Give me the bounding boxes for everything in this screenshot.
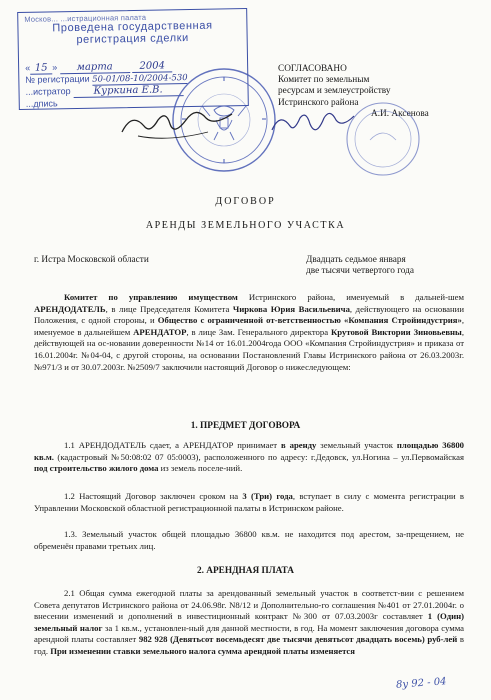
stamp-subtitle: регистрация сделки <box>76 31 189 46</box>
stamp-year: 2004 <box>132 60 172 73</box>
intro-paragraph: Комитет по управлению имуществом Истринского района, именуемый в дальней-шем АРЕНДОДАТЕЛЬ, в лице Председателя Комитета Чиркова Юрия Васильевича, действующего на основании Положения, с одной стороны, и Общество с ограниченной от-ветственностью «Компания Стройиндустрия», именуемое в дальнейшем АРЕНДАТОР, в лице Зам. Генерального директора Крутовой Виктории Зиновьевны, действующей на ос-новании доверенности №14 от 16.01.2004года ООО «Компания Стройиндустрия» и приказа от 16.01.2004г. №04-04, с другой стороны, на основании Постановлений Главы Истринского района от 26.03.2003г. №971/3 и от 30.07.2003г. №2509/7 заключили настоящий Договор о нижеследующем: <box>34 292 465 372</box>
approval-line-3: Истринского района <box>278 97 359 108</box>
section-2-heading: 2. АРЕНДНАЯ ПЛАТА <box>196 566 294 576</box>
approval-line-1: Комитет по земельным <box>278 75 370 86</box>
stamp-date-row: « 15 » марта 2004 <box>25 60 172 75</box>
signature-left-icon <box>118 106 238 146</box>
stamp-registrar-name: Куркина Е.В. <box>73 84 183 98</box>
section-1-heading: 1. ПРЕДМЕТ ДОГОВОРА <box>190 421 301 431</box>
corner-handwritten-note: 8у 92 - 04 <box>395 676 447 691</box>
clause-1-1: 1.1 АРЕНДОДАТЕЛЬ сдает, а АРЕНДАТОР принимает в аренду земельный участок площадью 36800 кв.м. (кадастровый №50:08:02 07 05:0003), расположенного по адресу: г.Дедовск, ул.Ногина – ул.Первомайская под строительство жилого дома из земель поселе-ний. <box>34 440 465 474</box>
document-subtitle: АРЕНДЫ ЗЕМЕЛЬНОГО УЧАСТКА <box>145 220 346 231</box>
stamp-sign-row: ...дпись <box>25 98 58 109</box>
stamp-registrar-row: ...истратор Куркина Е.В. <box>25 84 183 99</box>
contract-date: Двадцать седьмое января две тысячи четвертого года <box>306 255 415 277</box>
approval-title: СОГЛАСОВАНО <box>278 64 347 74</box>
stamp-reg-number: 50-01/08-10/2004-530 <box>92 73 188 85</box>
stamp-title: Проведена государственная <box>52 19 213 35</box>
small-seal-icon <box>344 100 422 178</box>
contract-place: г. Истра Московской области <box>34 255 149 265</box>
clause-2-1: 2.1 Общая сумма ежегодной платы за арендованный земельный участок в соответст-вии с решением Совета депутатов Истринского района от 24.06.98г. N8/12 и Дополнительно-го соглашения №401 от 27.01.2004г. о внесении изменений и дополнений в инвестиционный контракт №300 от 07.03.2003г составляет 1 (Один) земельный налог за 1 кв.м., установлен-ный для данной местности, в год. На момент заключения договора сумма арендной платы составляет 982 928 (Девятьсот восемьдесят две тысячи девятьсот двадцать восемь) руб-лей в год. При изменении ставки земельного налога сумма арендной платы изменяется <box>34 588 464 656</box>
stamp-authority: Москов... ...истрационная палата <box>24 12 147 24</box>
stamp-day: 15 <box>30 62 52 74</box>
clause-1-2: 1.2 Настоящий Договор заключен сроком на 3 (Три) года, вступает в силу с момента регистрации в Управлении Московской областной регистрационной палаты в Истринском районе. <box>34 491 465 513</box>
document-title: ДОГОВОР <box>215 196 276 207</box>
stamp-regnum-row: № регистрации 50-01/08-10/2004-530 <box>25 73 188 85</box>
clause-1-3: 1.3. Земельный участок общей площадью 36800 кв.м. не находится под арестом, за-прещением, не обременён правами третьих лиц. <box>34 529 464 551</box>
approval-line-2: ресурсам и землеустройству <box>278 86 391 97</box>
stamp-month: марта <box>60 61 130 74</box>
approval-signer: А.И. Аксенова <box>371 108 429 119</box>
